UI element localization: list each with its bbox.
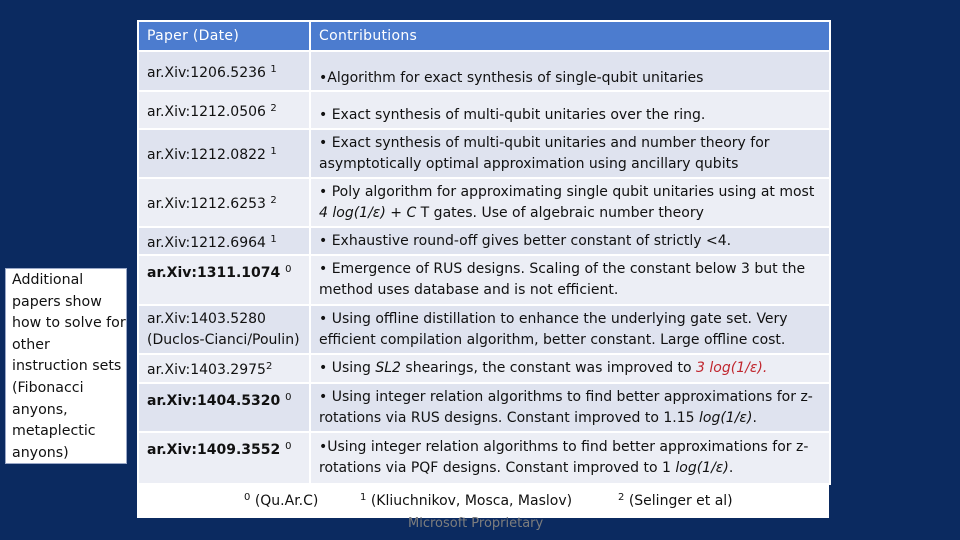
contrib-text: • Using offline distillation to enhance the underlying gate set. Very efficient compilation algorithm, better constant. Large offline cost.	[319, 310, 788, 348]
paper-cell	[138, 383, 310, 432]
footnote-marker: 1	[270, 233, 277, 245]
paper-cell	[138, 178, 310, 227]
contrib-text: shearings, the constant was improved to	[400, 360, 697, 376]
paper-id: ar.Xiv:1212.6253	[147, 196, 266, 212]
contrib-text: • Using integer relation algorithms to find better approximations for z-rotations via RUS designs. Constant improved to 1.15	[319, 388, 813, 426]
contrib-cell	[310, 354, 830, 383]
footnote-1	[360, 492, 572, 509]
paper-id: ar.Xiv:1212.0506	[147, 103, 266, 120]
contrib-cell	[310, 255, 830, 305]
contrib-math: log(1/ε)	[698, 409, 753, 426]
footnote-marker: 1	[270, 146, 277, 157]
paper-id: ar.Xiv:1206.5236	[147, 64, 266, 81]
footnote-marker: 2	[265, 361, 273, 372]
contrib-cell	[310, 227, 830, 255]
paper-cell	[138, 227, 310, 255]
table-row	[138, 432, 830, 484]
footnote-sup: 1	[360, 492, 367, 503]
paper-cell	[138, 91, 310, 129]
papers-table	[137, 20, 829, 491]
header-paper: Paper (Date)	[138, 21, 310, 51]
paper-id: ar.Xiv:1409.3552	[147, 442, 281, 458]
footnote-text: (Selinger et al)	[628, 493, 733, 509]
contrib-cell	[310, 51, 830, 91]
table-row	[138, 51, 830, 91]
paper-id: ar.Xiv:1212.0822	[147, 147, 266, 163]
contrib-text: • Poly algorithm for approximating single qubit unitaries using at most	[319, 183, 815, 200]
contrib-text: .	[728, 460, 734, 476]
paper-id: ar.Xiv:1403.2975	[147, 362, 266, 378]
paper-cell	[138, 354, 310, 383]
contrib-highlight: 3 log(1/ε).	[696, 360, 768, 376]
contrib-cell	[310, 305, 830, 354]
contrib-text: •Algorithm for exact synthesis of single-qubit unitaries	[319, 69, 704, 86]
contrib-math: 4 log(1/ε) + C	[319, 204, 417, 221]
footnote-marker: 0	[285, 264, 292, 275]
contrib-cell	[310, 91, 830, 129]
paper-cell	[138, 255, 310, 305]
table-row	[138, 255, 830, 305]
footnote-marker: 1	[270, 63, 277, 75]
proprietary-label: Microsoft Proprietary	[408, 516, 544, 531]
contrib-cell	[310, 383, 830, 432]
contrib-math: log(1/ε)	[675, 460, 729, 476]
contrib-text: .	[752, 409, 757, 426]
paper-cell	[138, 51, 310, 91]
side-note	[5, 268, 127, 464]
footnote-2	[618, 492, 733, 509]
table-row	[138, 91, 830, 129]
contrib-text: • Emergence of RUS designs. Scaling of the constant below 3 but the method uses database and is not efficient.	[319, 261, 806, 298]
side-note-text: Additional papers show how to solve for other instruction sets (Fibonacci anyons, metaplectic anyons)	[12, 272, 126, 461]
contrib-text: • Exhaustive round-off gives better constant of strictly <4.	[319, 232, 732, 249]
contrib-cell	[310, 129, 830, 178]
contrib-text: • Exact synthesis of multi-qubit unitaries and number theory for asymptotically optimal approximation using ancillary qubits	[319, 134, 770, 172]
table-row	[138, 178, 830, 227]
table-row	[138, 129, 830, 178]
paper-id: ar.Xiv:1403.5280 (Duclos-Cianci/Poulin)	[147, 310, 300, 348]
footnote-text: (Kliuchnikov, Mosca, Maslov)	[370, 493, 573, 509]
table-header-row	[138, 21, 830, 51]
table-row	[138, 383, 830, 432]
contrib-text: T gates. Use of algebraic number theory	[416, 204, 704, 221]
paper-cell	[138, 129, 310, 178]
table-row	[138, 354, 830, 383]
contrib-cell	[310, 178, 830, 227]
table-row	[138, 227, 830, 255]
footnote-0	[244, 492, 318, 509]
contrib-math: SL2	[375, 360, 401, 376]
footnote-marker: 2	[270, 102, 277, 114]
paper-id: ar.Xiv:1311.1074	[147, 265, 281, 281]
footnote-sup: 2	[618, 492, 625, 503]
paper-cell	[138, 305, 310, 354]
contrib-text: • Exact synthesis of multi-qubit unitaries over the ring.	[319, 106, 706, 123]
contrib-text: •Using integer relation algorithms to find better approximations for z-rotations via PQF designs. Constant improved to 1	[319, 439, 809, 476]
footnote-marker: 0	[285, 441, 292, 452]
footnote-marker: 2	[270, 195, 277, 206]
paper-id: ar.Xiv:1212.6964	[147, 234, 266, 251]
footnote-marker: 0	[285, 392, 292, 403]
header-contributions: Contributions	[310, 21, 830, 51]
table-row	[138, 305, 830, 354]
footnote-text: (Qu.Ar.C)	[254, 493, 319, 509]
paper-cell	[138, 432, 310, 484]
contrib-text: • Using	[319, 360, 376, 376]
paper-id: ar.Xiv:1404.5320	[147, 393, 281, 409]
contrib-cell	[310, 432, 830, 484]
footnote-sup: 0	[244, 492, 251, 503]
